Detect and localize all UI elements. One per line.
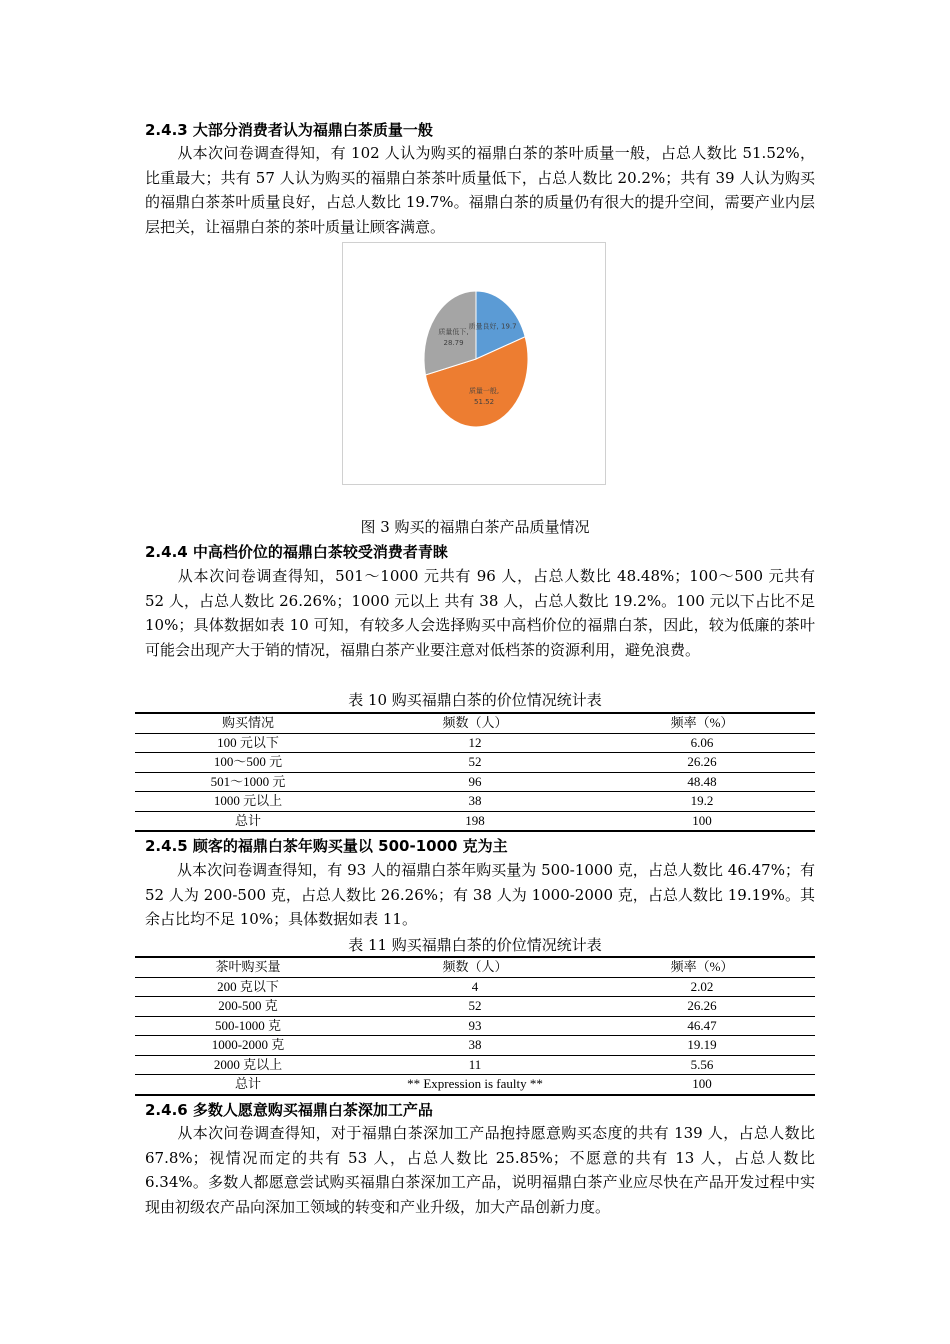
table-cell: 6.06 bbox=[589, 733, 815, 753]
table-header-cell: 频率（%） bbox=[589, 713, 815, 733]
paragraph-quality bbox=[145, 141, 815, 239]
table-row bbox=[135, 753, 815, 773]
table-header-cell: 频数（人） bbox=[361, 713, 589, 733]
table-cell: 1000 元以上 bbox=[135, 792, 361, 812]
table-cell: 200-500 克 bbox=[135, 997, 361, 1017]
paragraph-quality-text: 从本次问卷调查得知，有 102 人认为购买的福鼎白茶的茶叶质量一般，占总人数比 51.52%，比重最大；共有 57 人认为购买的福鼎白茶茶叶质量低下，占总人数比 20.2%；共有 39 人认为购买的福鼎白茶茶叶质量良好，占总人数比 19.7%。福鼎白茶的质量仍有很大的提升空间，需要产业内层层把关，让福鼎白茶的茶叶质量让顾客满意。 bbox=[145, 144, 815, 236]
table-header-row bbox=[135, 957, 815, 977]
table-cell: 1000-2000 克 bbox=[135, 1036, 361, 1056]
table-cell: 100～500 元 bbox=[135, 753, 361, 773]
table-header-cell: 茶叶购买量 bbox=[135, 957, 361, 977]
table-cell: 19.19 bbox=[589, 1036, 815, 1056]
table-cell: 96 bbox=[361, 772, 589, 792]
table-row bbox=[135, 1016, 815, 1036]
table-total-row bbox=[135, 1075, 815, 1095]
pie-data-label-2: 质量低下, 28.79 bbox=[438, 327, 469, 347]
table-cell: 46.47 bbox=[589, 1016, 815, 1036]
section-heading-2-4-5: 2.4.5 顾客的福鼎白茶年购买量以 500-1000 克为主 bbox=[145, 837, 508, 855]
table-row bbox=[135, 733, 815, 753]
pie-data-label-0: 质量良好, 19.7 bbox=[468, 322, 517, 331]
table-row bbox=[135, 792, 815, 812]
table-cell: 12 bbox=[361, 733, 589, 753]
pie-data-label-1: 质量一般, 51.52 bbox=[468, 386, 500, 406]
table-cell: 100 bbox=[589, 811, 815, 831]
table-row bbox=[135, 977, 815, 997]
table-cell: 93 bbox=[361, 1016, 589, 1036]
paragraph-volume bbox=[145, 858, 815, 932]
table-cell: 52 bbox=[361, 753, 589, 773]
table-cell: 52 bbox=[361, 997, 589, 1017]
table-cell: 2000 克以上 bbox=[135, 1055, 361, 1075]
figure-3-caption: 图 3 购买的福鼎白茶产品质量情况 bbox=[360, 518, 590, 536]
table-cell: 26.26 bbox=[589, 753, 815, 773]
table-row bbox=[135, 997, 815, 1017]
table-11-caption: 表 11 购买福鼎白茶的价位情况统计表 bbox=[348, 936, 602, 954]
table-cell: 48.48 bbox=[589, 772, 815, 792]
table-total-row bbox=[135, 811, 815, 831]
table-cell: 100 元以下 bbox=[135, 733, 361, 753]
table-row bbox=[135, 1055, 815, 1075]
table-header-row bbox=[135, 713, 815, 733]
table-cell: 200 克以下 bbox=[135, 977, 361, 997]
table-cell: ** Expression is faulty ** bbox=[361, 1075, 589, 1095]
section-heading-2-4-4: 2.4.4 中高档价位的福鼎白茶较受消费者青睐 bbox=[145, 543, 448, 561]
figure-3-chart bbox=[342, 242, 606, 485]
table-cell: 19.2 bbox=[589, 792, 815, 812]
table-cell: 2.02 bbox=[589, 977, 815, 997]
table-cell: 501～1000 元 bbox=[135, 772, 361, 792]
table-cell: 总计 bbox=[135, 1075, 361, 1095]
table-10 bbox=[135, 712, 815, 832]
pie-chart bbox=[343, 243, 605, 484]
table-cell: 4 bbox=[361, 977, 589, 997]
table-cell: 38 bbox=[361, 1036, 589, 1056]
table-cell: 38 bbox=[361, 792, 589, 812]
table-header-cell: 购买情况 bbox=[135, 713, 361, 733]
table-header-cell: 频数（人） bbox=[361, 957, 589, 977]
paragraph-volume-text: 从本次问卷调查得知，有 93 人的福鼎白茶年购买量为 500-1000 克，占总人数比 46.47%；有 52 人为 200-500 克，占总人数比 26.26%；有 38 人为 1000-2000 克，占总人数比 19.19%。其余占比均不足 10%；具体数据如表 11。 bbox=[145, 861, 815, 928]
paragraph-processed bbox=[145, 1121, 815, 1219]
section-heading-2-4-3: 2.4.3 大部分消费者认为福鼎白茶质量一般 bbox=[145, 121, 433, 139]
table-cell: 总计 bbox=[135, 811, 361, 831]
table-11 bbox=[135, 956, 815, 1096]
table-cell: 100 bbox=[589, 1075, 815, 1095]
table-cell: 26.26 bbox=[589, 997, 815, 1017]
section-heading-2-4-6: 2.4.6 多数人愿意购买福鼎白茶深加工产品 bbox=[145, 1101, 433, 1119]
table-header-cell: 频率（%） bbox=[589, 957, 815, 977]
table-row bbox=[135, 772, 815, 792]
table-cell: 500-1000 克 bbox=[135, 1016, 361, 1036]
paragraph-processed-text: 从本次问卷调查得知，对于福鼎白茶深加工产品抱持愿意购买态度的共有 139 人，占总人数比 67.8%；视情况而定的共有 53 人，占总人数比 25.85%；不愿意的共有 13 人，占总人数比 6.34%。多数人都愿意尝试购买福鼎白茶深加工产品，说明福鼎白茶产业应尽快在产品开发过程中实现由初级农产品向深加工领域的转变和产业升级，加大产品创新力度。 bbox=[145, 1124, 815, 1216]
table-10-caption: 表 10 购买福鼎白茶的价位情况统计表 bbox=[348, 691, 602, 709]
table-cell: 5.56 bbox=[589, 1055, 815, 1075]
table-cell: 11 bbox=[361, 1055, 589, 1075]
paragraph-price-text: 从本次问卷调查得知，501～1000 元共有 96 人，占总人数比 48.48%；100～500 元共有 52 人，占总人数比 26.26%；1000 元以上 共有 38 人，占总人数比 19.2%。100 元以下占比不足 10%；具体数据如表 10 可知，有较多人会选择购买中高档价位的福鼎白茶，因此，较为低廉的茶叶可能会出现产大于销的情况，福鼎白茶产业要注意对低档茶的资源利用，避免浪费。 bbox=[145, 567, 815, 659]
table-row bbox=[135, 1036, 815, 1056]
table-cell: 198 bbox=[361, 811, 589, 831]
paragraph-price bbox=[145, 564, 815, 662]
